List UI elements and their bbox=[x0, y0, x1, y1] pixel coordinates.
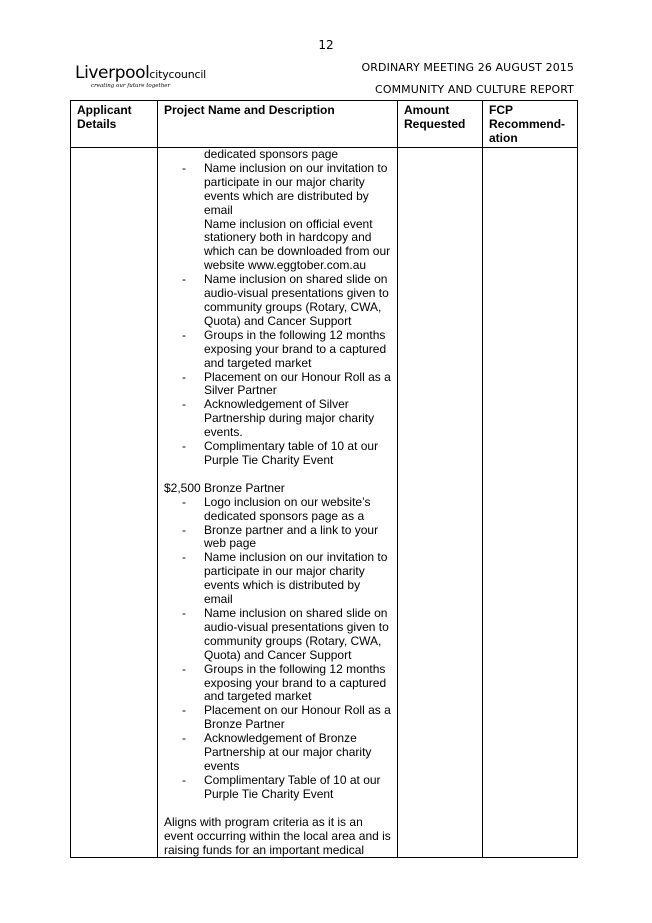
list-item: - Bronze partner and a link to your web page bbox=[164, 524, 391, 552]
list-item: - Name inclusion on shared slide on audio-visual presentations given to community groups (Rotary, CWA, Quota) and Cancer Support bbox=[164, 607, 391, 663]
header-fcp-recommendation: FCP Recommend-ation bbox=[483, 101, 578, 148]
silver-benefits-list bbox=[164, 148, 391, 468]
amount-cell bbox=[398, 148, 483, 858]
council-logo bbox=[75, 64, 206, 89]
list-item: - Name inclusion on shared slide on audio-visual presentations given to community groups (Rotary, CWA, Quota) and Cancer Support bbox=[164, 273, 391, 329]
project-description-cell bbox=[158, 148, 398, 858]
list-item: - Acknowledgement of Bronze Partnership at our major charity events bbox=[164, 732, 391, 774]
list-item: Name inclusion on official event stationery both in hardcopy and which can be downloaded from our website www.eggtober.com.au bbox=[204, 216, 391, 273]
list-item: - Complimentary Table of 10 at our Purple Tie Charity Event bbox=[164, 774, 391, 802]
criteria-alignment-text: Aligns with program criteria as it is an event occurring within the local area and is raising funds for an important medical bbox=[164, 814, 391, 857]
page-number: 12 bbox=[318, 38, 334, 52]
meeting-title: ORDINARY MEETING 26 AUGUST 2015 bbox=[361, 61, 574, 74]
list-item: - Placement on our Honour Roll as a Bronze Partner bbox=[164, 704, 391, 732]
header-applicant-details: Applicant Details bbox=[71, 101, 158, 148]
fcp-recommendation-cell bbox=[483, 148, 578, 858]
list-item: - Groups in the following 12 months exposing your brand to a captured and targeted market bbox=[164, 329, 391, 371]
list-item: - Name inclusion on our invitation to participate in our major charity events which is distributed by email bbox=[164, 551, 391, 607]
header-amount-requested: Amount Requested bbox=[398, 101, 483, 148]
logo-tagline: creating our future together bbox=[91, 83, 171, 89]
header-project-description: Project Name and Description bbox=[158, 101, 398, 148]
list-item: - Groups in the following 12 months exposing your brand to a captured and targeted market bbox=[164, 663, 391, 705]
list-item: - Complimentary table of 10 at our Purple Tie Charity Event bbox=[164, 440, 391, 468]
logo-wordmark: Liverpool bbox=[75, 63, 150, 83]
grant-table bbox=[70, 100, 578, 858]
list-item: - Logo inclusion on our website’s dedicated sponsors page as a bbox=[164, 496, 391, 524]
list-item: dedicated sponsors page bbox=[204, 147, 339, 161]
list-item: - Acknowledgement of Silver Partnership during major charity events. bbox=[164, 398, 391, 440]
list-item: - Name inclusion on our invitation to participate in our major charity events which are distributed by email bbox=[164, 162, 391, 218]
bronze-benefits-list bbox=[164, 496, 391, 802]
list-item: - Placement on our Honour Roll as a Silver Partner bbox=[164, 371, 391, 399]
bronze-partner-heading: $2,500 Bronze Partner bbox=[164, 480, 285, 495]
logo-city-council: citycouncil bbox=[149, 68, 207, 81]
report-title: COMMUNITY AND CULTURE REPORT bbox=[375, 83, 574, 96]
applicant-cell bbox=[71, 148, 158, 858]
